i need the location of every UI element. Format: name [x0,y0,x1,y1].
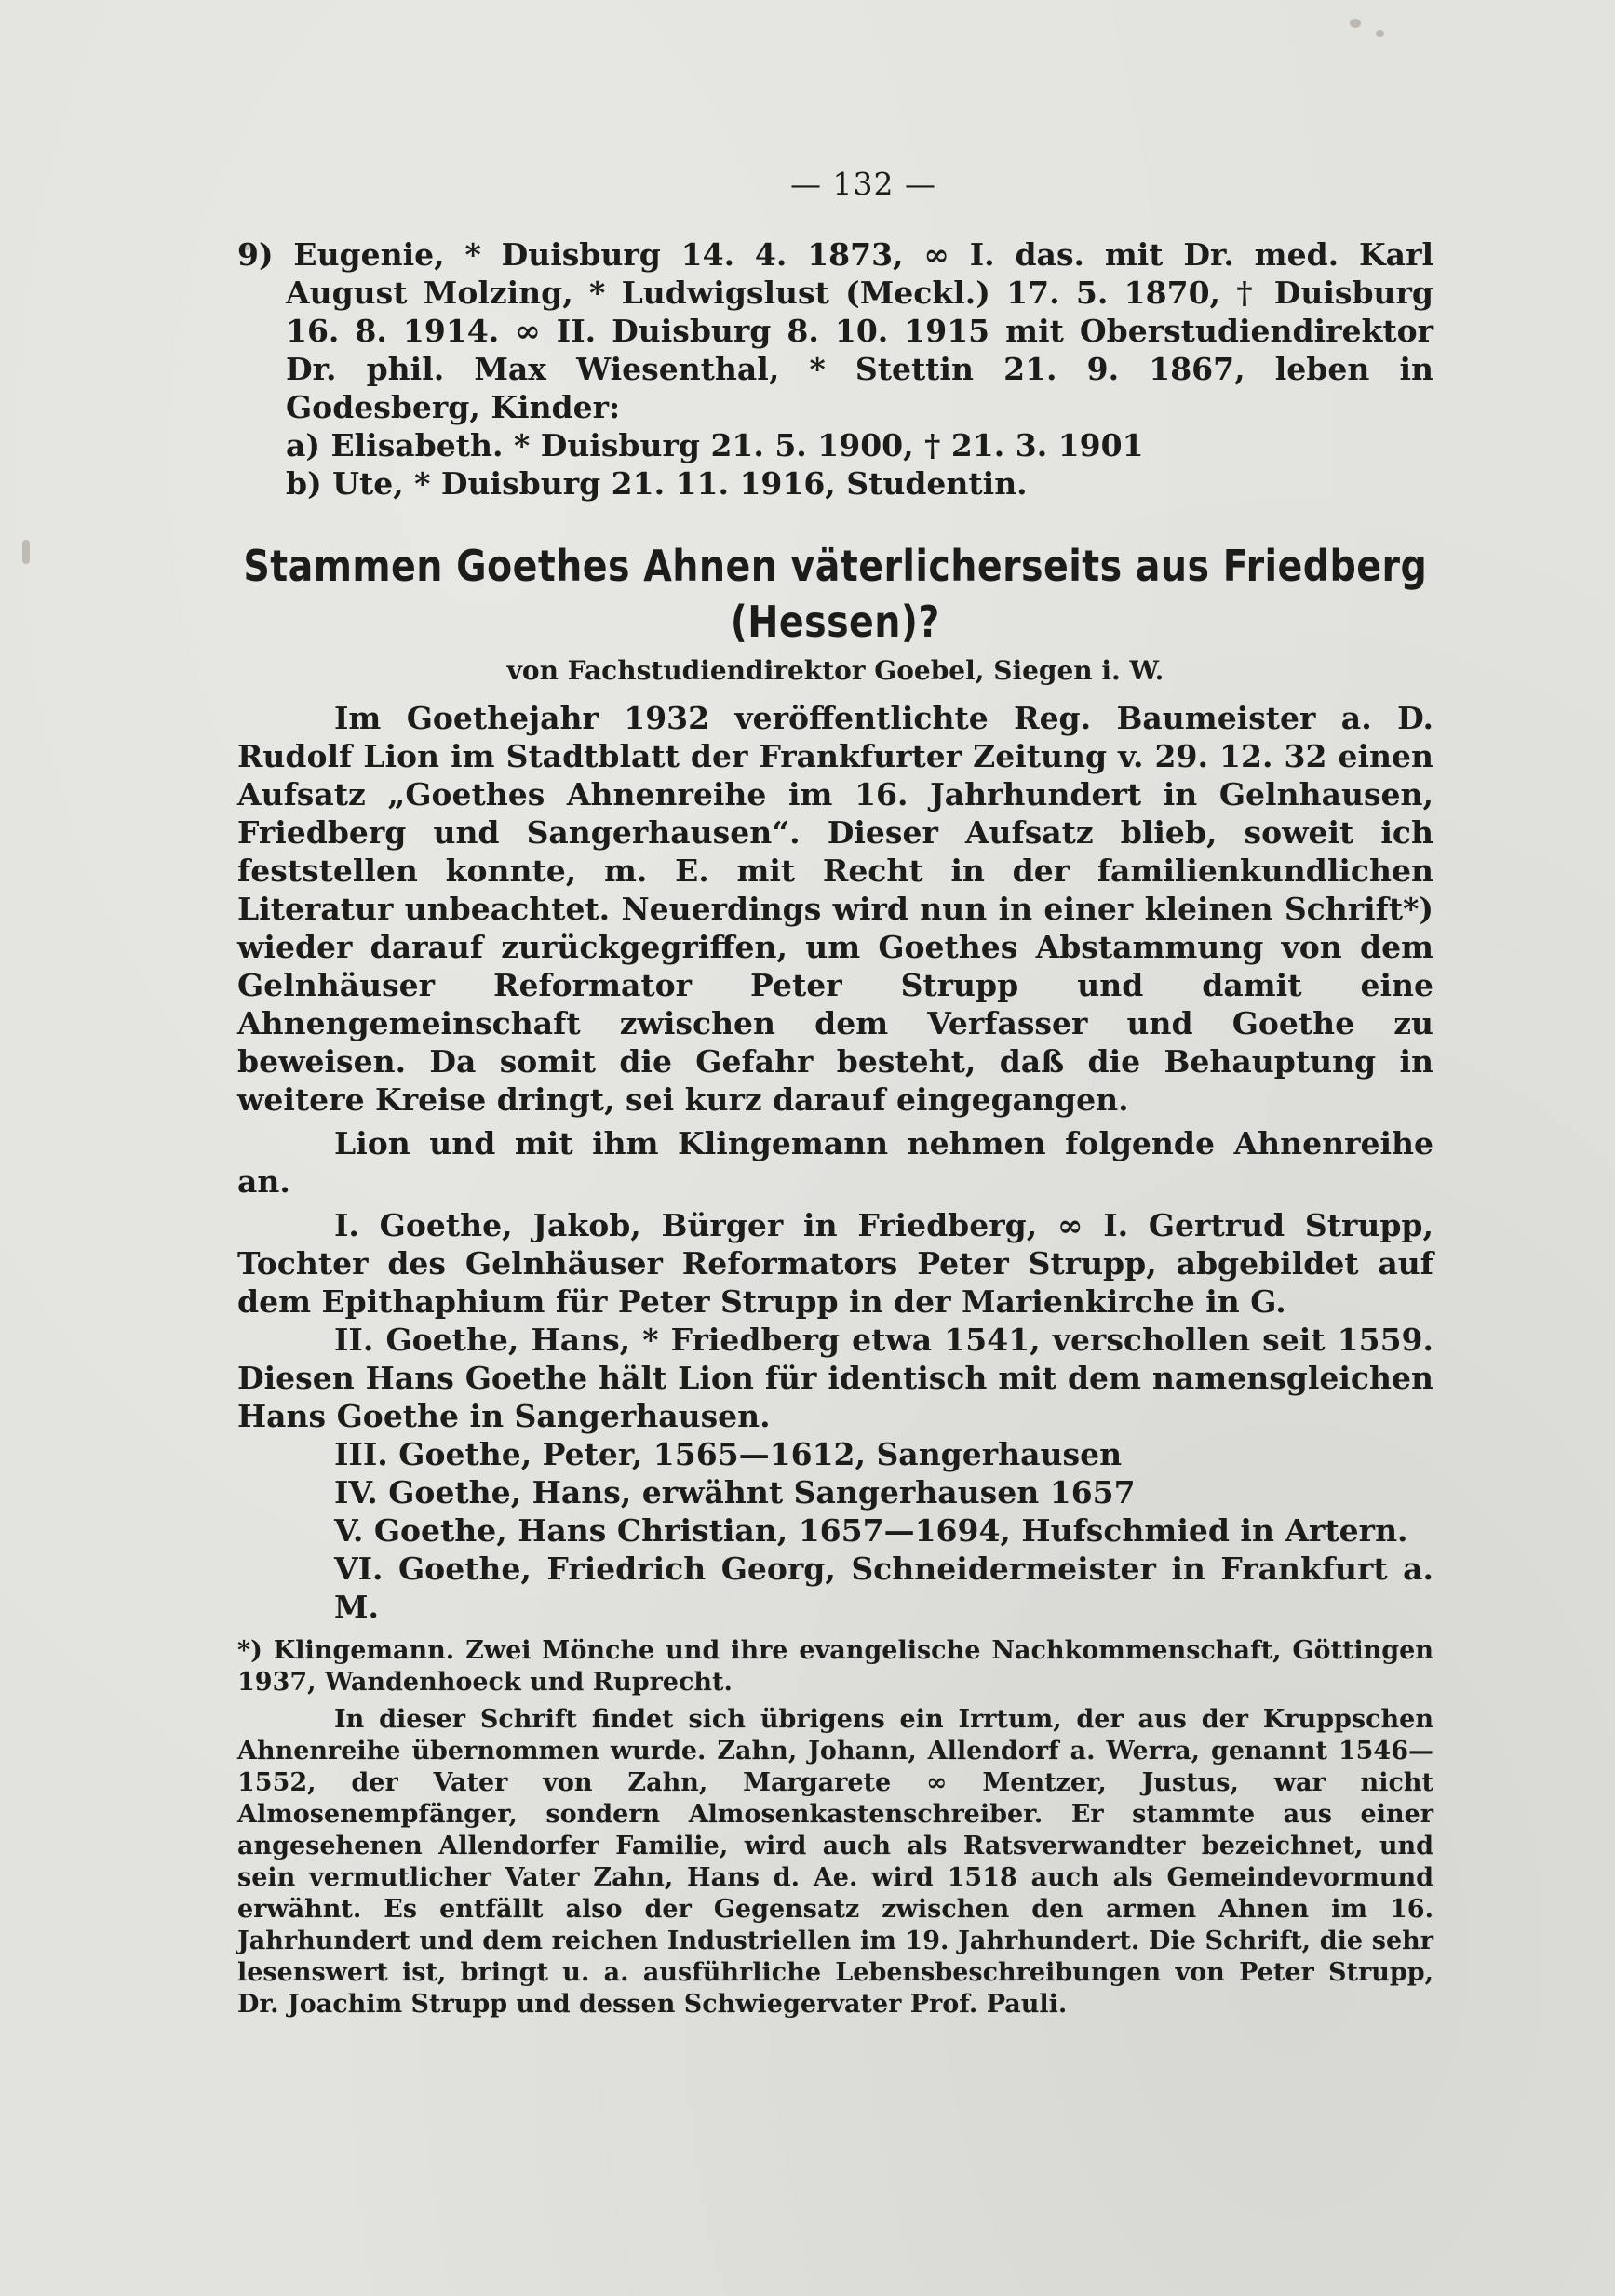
article-byline: von Fachstudiendirektor Goebel, Siegen i. W. [506,655,1164,686]
article-heading-line-1: Stammen Goethes Ahnen väterlicherseits aus Friedberg [243,541,1428,591]
footnote-1: *) Klingemann. Zwei Mönche und ihre evangelische Nachkommenschaft, Göttingen 1937, Wandenhoeck und Ruprecht. [237,1636,1433,1697]
genealogy-entry-9 [237,235,1433,503]
article-paragraph-2: Lion und mit ihm Klingemann nehmen folgende Ahnenreihe an. [237,1125,1433,1200]
page-content [237,166,1433,2021]
entry-9-text: 9) Eugenie, * Duisburg 14. 4. 1873, ∞ I. das. mit Dr. med. Karl August Molzing, * Ludwigslust (Meckl.) 17. 5. 1870, † Duisburg 16. 8. 1914. ∞ II. Duisburg 8. 10. 1915 mit Oberstudiendirektor Dr. phil. Max Wiesenthal, * Stettin 21. 9. 1867, leben in Godesberg, Kinder: [237,236,1433,425]
entry-9-child-b: b) Ute, * Duisburg 21. 11. 1916, Studentin. [286,465,1028,502]
article-heading [239,538,1433,650]
article-paragraph-1: Im Goethejahr 1932 veröffentlichte Reg. Baumeister a. D. Rudolf Lion im Stadtblatt der Frankfurter Zeitung v. 29. 12. 32 einen Aufsatz „Goethes Ahnenreihe im 16. Jahrhundert in Gelnhausen, Friedberg und Sangerhausen“. Dieser Aufsatz blieb, soweit ich feststellen konnte, m. E. mit Recht in der familienkundlichen Literatur unbeachtet. Neuerdings wird nun in einer kleinen Schrift*) wieder darauf zurückgegriffen, um Goethes Abstammung von dem Gelnhäuser Reformator Peter Strupp und damit eine Ahnengemeinschaft zwischen dem Verfasser und Goethe zu beweisen. Da somit die Gefahr besteht, daß die Behauptung in weitere Kreise dringt, sei kurz darauf eingegangen. [237,700,1433,1118]
footnotes [237,1635,1433,2021]
paper-stain [1376,30,1384,37]
ancestor-generation-1: I. Goethe, Jakob, Bürger in Friedberg, ∞ I. Gertrud Strupp, Tochter des Gelnhäuser Reformators Peter Strupp, abgebildet auf dem Epithaphium für Peter Strupp in der Marienkirche in G. [237,1207,1433,1320]
entry-9-child-a: a) Elisabeth. * Duisburg 21. 5. 1900, † 21. 3. 1901 [286,427,1144,463]
ancestor-list [237,1206,1433,1626]
page-number: — 132 — [790,166,936,202]
ancestor-generation-3: III. Goethe, Peter, 1565—1612, Sangerhausen [334,1436,1123,1472]
ancestor-generation-6: VI. Goethe, Friedrich Georg, Schneidermeister in Frankfurt a. M. [334,1551,1433,1625]
article-heading-line-2: (Hessen)? [730,597,940,647]
footnote-2: In dieser Schrift findet sich übrigens ein Irrtum, der aus der Kruppschen Ahnenreihe übernommen wurde. Zahn, Johann, Allendorf a. Werra, genannt 1546—1552, der Vater von Zahn, Margarete ∞ Mentzer, Justus, war nicht Almosenempfänger, sondern Almosenkastenschreiber. Er stammte aus einer angesehenen Allendorfer Familie, wird auch als Ratsverwandter bezeichnet, und sein vermutlicher Vater Zahn, Hans d. Ae. wird 1518 auch als Gemeindevormund erwähnt. Es entfällt also der Gegensatz zwischen den armen Ahnen im 16. Jahrhundert und dem reichen Industriellen im 19. Jahrhundert. Die Schrift, die sehr lesenswert ist, bringt u. a. ausführliche Lebensbeschreibungen von Peter Strupp, Dr. Joachim Strupp und dessen Schwiegervater Prof. Pauli. [237,1705,1433,2019]
paper-stain [22,540,30,564]
ancestor-generation-4: IV. Goethe, Hans, erwähnt Sangerhausen 1657 [334,1474,1136,1511]
ancestor-generation-5: V. Goethe, Hans Christian, 1657—1694, Hufschmied in Artern. [334,1512,1408,1549]
paper-stain [1350,19,1361,28]
ancestor-generation-2: II. Goethe, Hans, * Friedberg etwa 1541, verschollen seit 1559. Diesen Hans Goethe hält Lion für identisch mit dem namensgleichen Hans Goethe in Sangerhausen. [237,1322,1433,1434]
